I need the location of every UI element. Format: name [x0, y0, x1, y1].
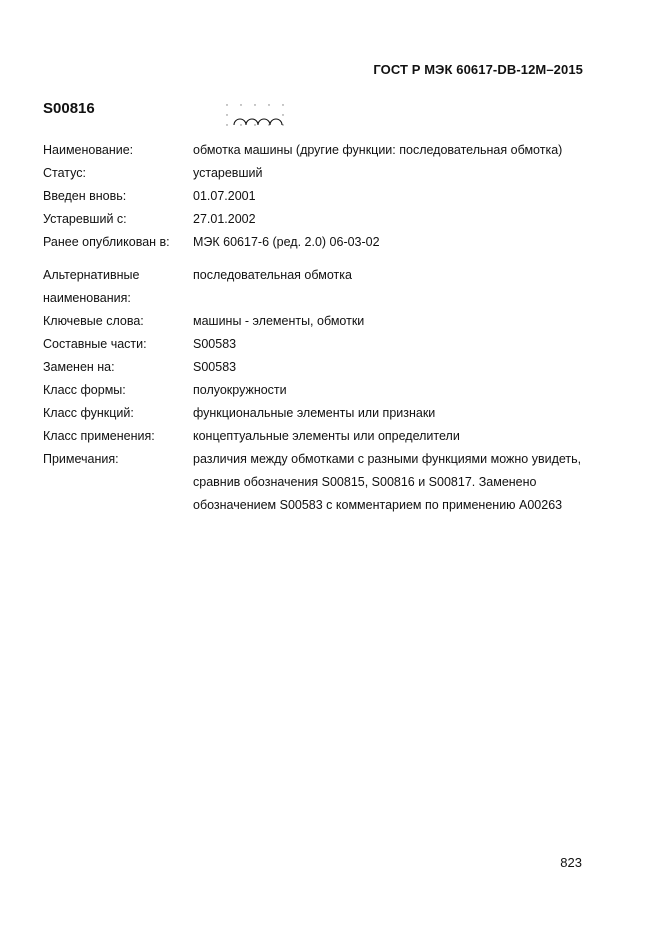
field-label: Класс функций: [43, 406, 134, 420]
field-shape-class [43, 379, 583, 402]
field-label: Ранее опубликован в: [43, 235, 170, 249]
field-value: последовательная обмотка [193, 268, 352, 282]
field-label: Примечания: [43, 452, 119, 466]
field-introduced [43, 185, 583, 208]
field-label: Заменен на: [43, 360, 115, 374]
field-value: 01.07.2001 [193, 189, 256, 203]
field-keywords [43, 310, 583, 333]
field-label: Наименование: [43, 143, 134, 157]
field-previously-published [43, 231, 583, 254]
field-value: концептуальные элементы или определители [193, 429, 460, 443]
symbol-code: S00816 [43, 100, 95, 117]
field-value: обмотка машины (другие функции: последовательная обмотка) [193, 143, 563, 157]
field-label: Альтернативные наименования: [43, 268, 140, 305]
document-header: ГОСТ Р МЭК 60617-DB-12M–2015 [373, 62, 583, 77]
page-number: 823 [560, 855, 582, 870]
field-function-class [43, 402, 583, 425]
field-value: устаревший [193, 166, 263, 180]
field-components [43, 333, 583, 356]
winding-symbol-icon [222, 100, 292, 132]
field-value: S00583 [193, 360, 237, 374]
field-label: Составные части: [43, 337, 147, 351]
field-value: полуокружности [193, 383, 287, 397]
field-replaced-by [43, 356, 583, 379]
field-name [43, 139, 583, 162]
symbol-properties [43, 139, 583, 517]
field-value: МЭК 60617-6 (ред. 2.0) 06-03-02 [193, 235, 380, 249]
field-label: Устаревший с: [43, 212, 127, 226]
field-value: 27.01.2002 [193, 212, 256, 226]
field-label: Класс формы: [43, 383, 126, 397]
field-label: Статус: [43, 166, 86, 180]
field-value: машины - элементы, обмотки [193, 314, 365, 328]
field-alternative-names [43, 264, 583, 310]
field-value: функциональные элементы или признаки [193, 406, 436, 420]
field-application-class [43, 425, 583, 448]
field-label: Введен вновь: [43, 189, 127, 203]
field-obsolete-since [43, 208, 583, 231]
field-notes [43, 448, 583, 517]
field-label: Ключевые слова: [43, 314, 144, 328]
field-value: различия между обмотками с разными функциями можно увидеть, сравнив обозначения S00815, S00816 и S00817. Заменено обозначением S00583 с комментарием по применению A00263 [193, 452, 582, 512]
field-label: Класс применения: [43, 429, 155, 443]
field-status [43, 162, 583, 185]
field-value: S00583 [193, 337, 237, 351]
